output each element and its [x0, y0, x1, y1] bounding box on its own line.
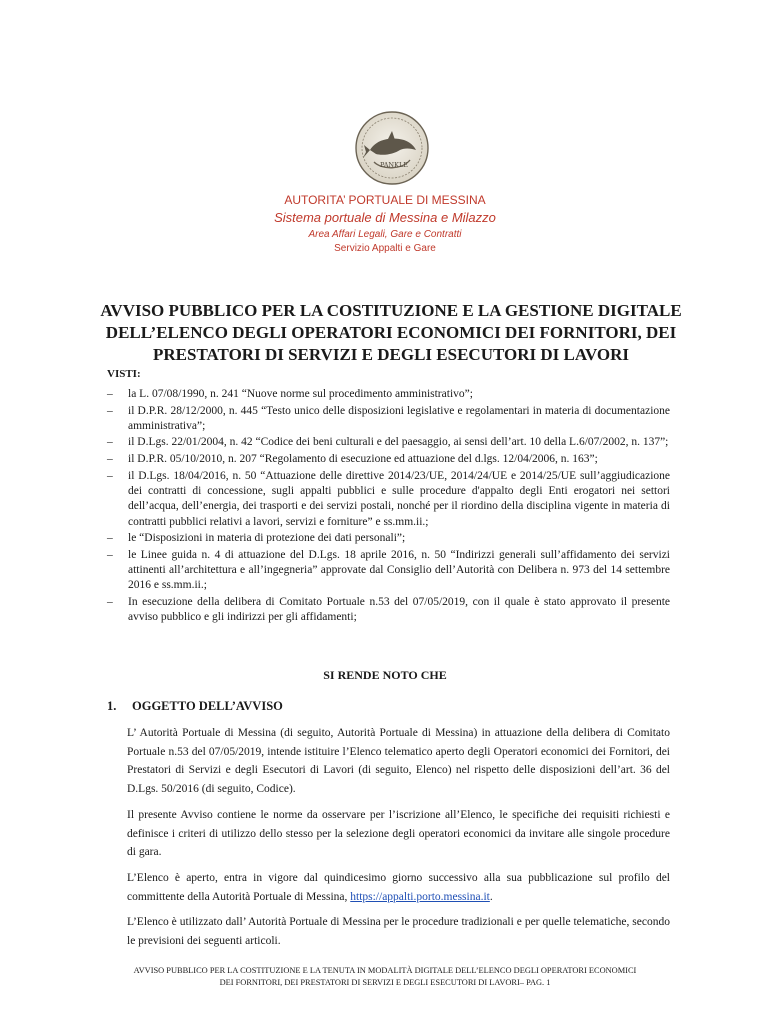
port-system-name: Sistema portuale di Messina e Milazzo: [274, 210, 496, 225]
paragraph: L’Elenco è utilizzato dall’ Autorità Portuale di Messina per le procedure tradizionali e per quelle telematiche, secondo le previsioni dei seguenti articoli.: [127, 916, 670, 948]
seal-inscription: PANKLE: [379, 161, 409, 169]
document-title: AVVISO PUBBLICO PER LA COSTITUZIONE E LA GESTIONE DIGITALE DELL’ELENCO DEGLI OPERATORI ECONOMICI DEI FORNITORI, DEI PRESTATORI DI SERVIZI E DEGLI ESECUTORI DI LAVORI: [100, 301, 682, 364]
list-item: – le Linee guida n. 4 di attuazione del D.Lgs. 18 aprile 2016, n. 50 “Indirizzi generali sull’affidamento dei servizi attinenti all’architettura e all’ingegneria” approvate dal Consiglio dell’Autorità con Delibera n. 973 del 14 settembre 2016 e ss.mm.ii.;: [107, 548, 670, 592]
paragraph: L’ Autorità Portuale di Messina (di seguito, Autorità Portuale di Messina) in attuazione della delibera di Comitato Portuale n.53 del 07/05/2019, intende istituire l’Elenco telematico aperto degli Operatori economici dei Fornitori, dei Prestatori di Servizi e degli Esecutori di Lavori (di seguito, Elenco) nel rispetto delle disposizioni dell’art. 36 del D.Lgs. 50/2016 (di seguito, Codice).: [127, 727, 670, 796]
authority-name: AUTORITA’ PORTUALE DI MESSINA: [284, 193, 486, 207]
section-number: 1.: [107, 699, 117, 713]
procurement-portal-link[interactable]: https://appalti.porto.messina.it: [350, 890, 490, 903]
office-service: Servizio Appalti e Gare: [334, 243, 436, 254]
list-item: – il D.Lgs. 22/01/2004, n. 42 “Codice dei beni culturali e del paesaggio, ai sensi dell’art. 10 della L.6/07/2002, n. 137”;: [107, 436, 669, 449]
footer-line: AVVISO PUBBLICO PER LA COSTITUZIONE E LA TENUTA IN MODALITÀ DIGITALE DELL’ELENCO DEGLI OPERATORI ECONOMICI: [133, 966, 637, 975]
list-item: – le “Disposizioni in materia di protezione dei dati personali”;: [107, 532, 406, 545]
list-item: – la L. 07/08/1990, n. 241 “Nuove norme sul procedimento amministrativo”;: [107, 388, 473, 400]
paragraph: L’Elenco è aperto, entra in vigore dal quindicesimo giorno successivo alla sua pubblicazione sul profilo del committente della Autorità Portuale di Messina, https://appalti.porto.messina.it.: [127, 871, 670, 903]
list-item: – il D.Lgs. 18/04/2016, n. 50 “Attuazione delle direttive 2014/23/UE, 2014/24/UE e 2014/25/UE sull’aggiudicazione dei contratti di concessione, sugli appalti pubblici e sulle procedure d'appalto degli Enti erogatori nei settori dell’acqua, dell’energia, dei trasporti e dei servizi postali, nonché per il riordino della disciplina vigente in materia di contratti pubblici relativi a lavori, servizi e forniture” e ss.mm.ii.;: [107, 469, 670, 528]
port-authority-seal-logo: [354, 110, 430, 186]
visti-list: [107, 387, 670, 627]
list-item: – In esecuzione della delibera di Comitato Portuale n.53 del 07/05/2019, con il quale è stato approvato il presente avviso pubblico e gli indirizzi per gli affidamenti;: [107, 595, 670, 624]
footer-line: DEI FORNITORI, DEI PRESTATORI DI SERVIZI E DEGLI ESECUTORI DI LAVORI– PAG. 1: [219, 977, 551, 987]
office-area: Area Affari Legali, Gare e Contratti: [308, 229, 462, 240]
section-body: [127, 724, 670, 958]
paragraph: Il presente Avviso contiene le norme da osservare per l’iscrizione all’Elenco, le specifiche dei requisiti richiesti e definisce i criteri di utilizzo dello stesso per la selezione degli operatori economici da invitare alle singole procedure di gara.: [127, 808, 670, 859]
list-item: – il D.P.R. 05/10/2010, n. 207 “Regolamento di esecuzione ed attuazione del d.lgs. 12/04/2006, n. 163”;: [107, 453, 598, 466]
page-footer: [0, 965, 770, 988]
rende-noto-heading: SI RENDE NOTO CHE: [323, 668, 447, 682]
section-heading: [107, 699, 283, 714]
list-item: – il D.P.R. 28/12/2000, n. 445 “Testo unico delle disposizioni legislative e regolamentari in materia di documentazione amministrativa”;: [107, 404, 670, 432]
visti-label: VISTI:: [107, 368, 141, 380]
section-title: OGGETTO DELL’AVVISO: [132, 699, 283, 713]
